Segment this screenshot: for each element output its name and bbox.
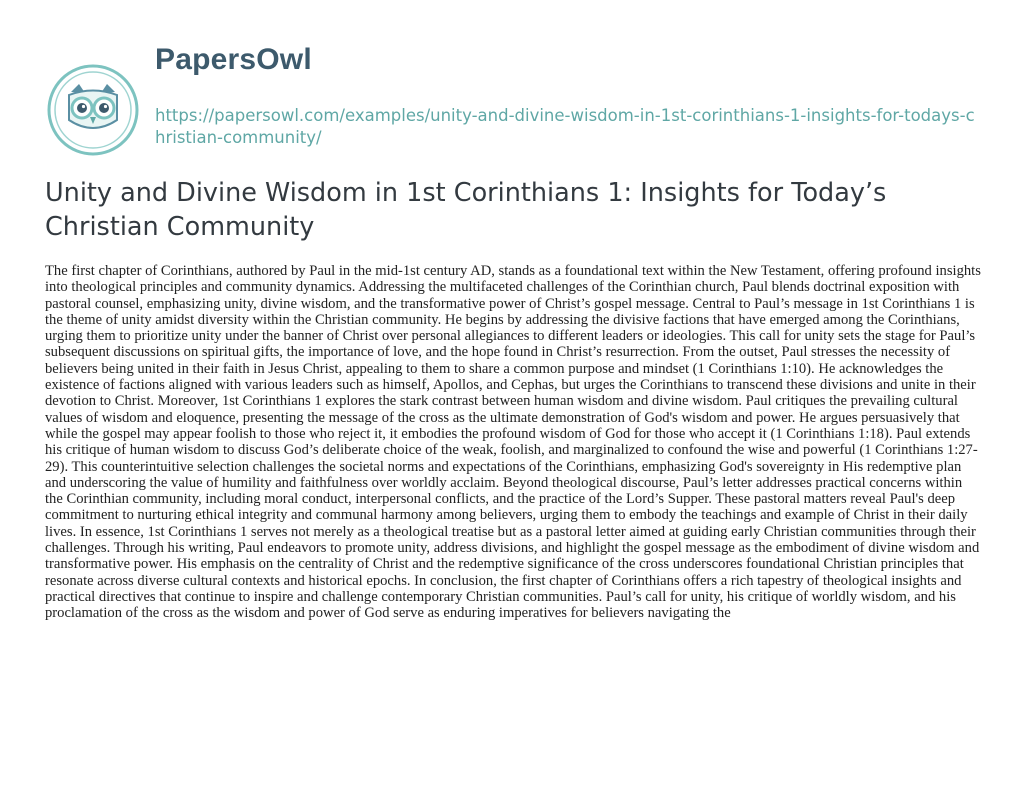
brand-name[interactable]: PapersOwl bbox=[155, 43, 312, 76]
site-header bbox=[45, 40, 985, 155]
page-url-link[interactable]: https://papersowl.com/examples/unity-and-divine-wisdom-in-1st-corinthians-1-insights-for-todays-christian-community/ bbox=[155, 106, 975, 147]
page-title: Unity and Divine Wisdom in 1st Corinthians 1: Insights for Today’s Christian Community bbox=[45, 178, 887, 242]
essay-body: The first chapter of Corinthians, authored by Paul in the mid-1st century AD, stands as a foundational text within the New Testament, offering profound insights into theological principles and community dynamics. Addressing the multifaceted challenges of the Corinthian church, Paul blends doctrinal exposition with pastoral counsel, emphasizing unity, divine wisdom, and the transformative power of Christ’s gospel message. Central to Paul’s message in 1st Corinthians 1 is the theme of unity amidst diversity within the Christian community. He begins by addressing the divisive factions that have emerged among the Corinthians, urging them to prioritize unity under the banner of Christ over personal allegiances to different leaders or ideologies. This call for unity sets the stage for Paul’s subsequent discussions on spiritual gifts, the importance of love, and the hope found in Christ’s resurrection. From the outset, Paul stresses the necessity of believers being united in their faith in Jesus Christ, appealing to them to share a common purpose and mindset (1 Corinthians 1:10). He acknowledges the existence of factions aligned with various leaders such as himself, Apollos, and Cephas, but urges the Corinthians to transcend these divisions and unite in their devotion to Christ. Moreover, 1st Corinthians 1 explores the stark contrast between human wisdom and divine wisdom. Paul critiques the prevailing cultural values of wisdom and eloquence, presenting the message of the cross as the ultimate demonstration of God's wisdom and power. He argues persuasively that while the gospel may appear foolish to those who reject it, it embodies the profound wisdom of God for those who accept it (1 Corinthians 1:18). Paul extends his critique of human wisdom to discuss God’s deliberate choice of the weak, foolish, and marginalized to confound the wise and powerful (1 Corinthians 1:27-29). This counterintuitive selection challenges the societal norms and expectations of the Corinthians, emphasizing God's sovereignty in His redemptive plan and underscoring the value of humility and faithfulness over worldly acclaim. Beyond theological discourse, Paul’s letter addresses practical concerns within the Corinthian community, including moral conduct, interpersonal conflicts, and the practice of the Lord’s Supper. These pastoral matters reveal Paul's deep commitment to nurturing ethical integrity and communal harmony among believers, urging them to embody the teachings and example of Christ in their daily lives. In essence, 1st Corinthians 1 serves not merely as a theological treatise but as a pastoral letter aimed at guiding early Christian communities through their challenges. Through his writing, Paul endeavors to promote unity, address divisions, and highlight the gospel message as the embodiment of divine wisdom and transformative power. His emphasis on the centrality of Christ and the redemptive significance of the cross underscores foundational Christian principles that resonate across diverse cultural contexts and historical epochs. In conclusion, the first chapter of Corinthians offers a rich tapestry of theological insights and practical directives that continue to inspire and challenge contemporary Christian communities. Paul’s call for unity, his critique of worldly wisdom, and his proclamation of the cross as the wisdom and power of God serve as enduring imperatives for believers navigating the bbox=[45, 263, 981, 622]
owl-logo-icon bbox=[45, 62, 141, 158]
